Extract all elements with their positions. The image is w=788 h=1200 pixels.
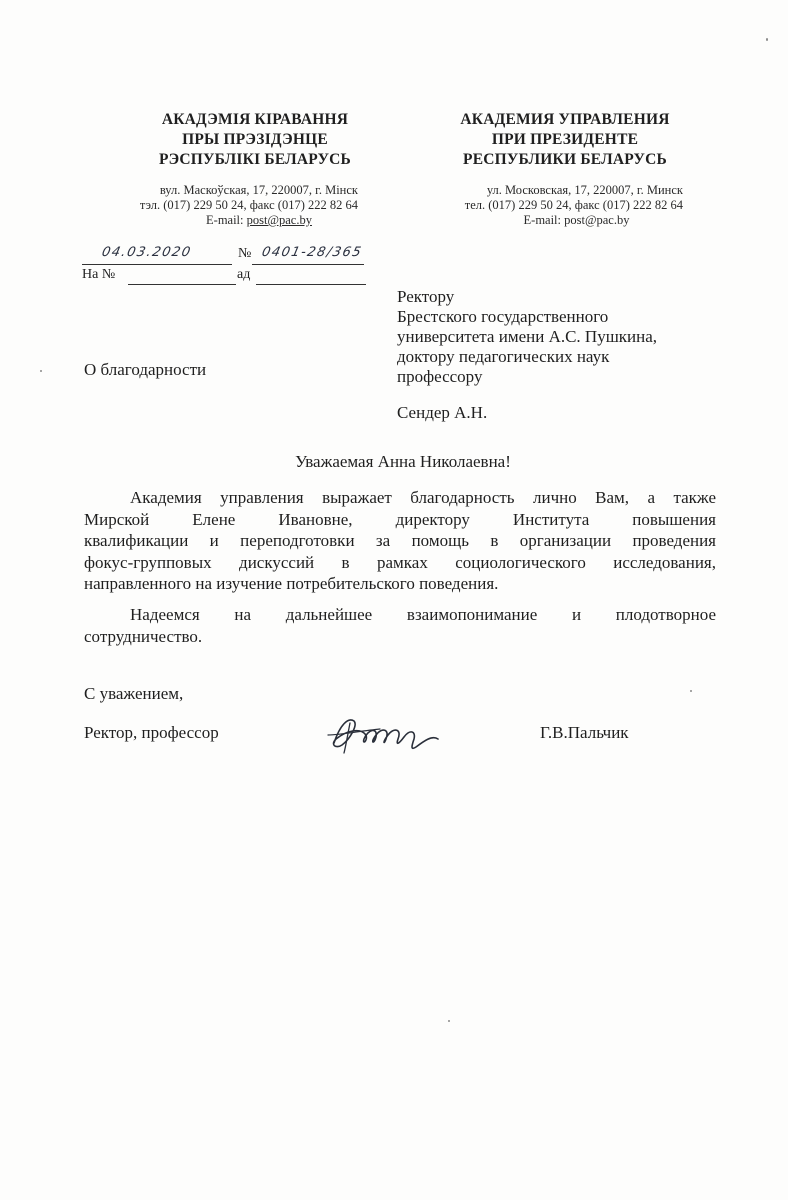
reply-number-label: На № [82,267,116,282]
scan-speck [690,690,692,692]
handwritten-date: 04.03.2020 [100,245,194,260]
outgoing-reference [82,247,367,265]
scan-speck [40,370,42,372]
reply-date-label: ад [237,267,251,282]
letterhead-russian [420,110,710,170]
letterhead-ru-line-3: РЕСПУБЛИКИ БЕЛАРУСЬ [463,151,667,168]
paragraph-1-line-4: фокус-групповых дискуссий в рамках социологического исследования, [84,552,716,572]
salutation: Уважаемая Анна Николаевна! [295,452,511,471]
paragraph-1-line-1: Академия управления выражает благодарность лично Вам, а также [130,488,716,507]
handwritten-signature [320,705,450,765]
number-label: № [238,246,252,261]
letterhead-belarusian [110,110,400,170]
paragraph-1-line-3: квалификации и переподготовки за помощь в организации проведения [84,531,716,550]
email-link[interactable]: post@pac.by [246,213,312,227]
signatory-title: Ректор, профессор [84,723,219,742]
letter-subject: О благодарности [84,360,207,379]
addressee-block [397,287,737,423]
paragraph-2-line-2: сотрудничество. [84,626,203,646]
letterhead-by-line-1: АКАДЭМІЯ КІРАВАННЯ [161,111,349,128]
paragraph-1-line-5: направленного на изучение потребительского поведения. [84,574,499,593]
email-label: E-mail: [523,213,565,227]
letterhead-by-line-3: РЭСПУБЛІКІ БЕЛАРУСЬ [158,151,352,168]
email-label: E-mail: [206,213,247,227]
scan-speck [766,38,768,41]
address-russian [410,183,683,228]
paragraph-1-line-2: Мирской Елене Ивановне, директору Института повышения [84,509,716,529]
address-ru-email-line [410,213,683,228]
incoming-reference [82,267,367,285]
closing-phrase: С уважением, [84,684,184,703]
date-underline [82,263,232,265]
addressee-line-2: Брестского государственного [397,307,609,326]
letterhead-ru-line-1: АКАДЕМИЯ УПРАВЛЕНИЯ [460,111,670,128]
letterhead-ru-line-2: ПРИ ПРЕЗИДЕНТЕ [491,131,639,148]
address-ru-street: ул. Московская, 17, 220007, г. Минск [486,183,683,197]
reply-number-underline [128,283,236,285]
address-by-email-line [90,213,358,228]
paragraph-1 [84,487,716,595]
paragraph-2-line-1: Надеемся на дальнейшее взаимопонимание и плодотворное [130,605,716,624]
scan-speck [448,1020,450,1022]
handwritten-number: 0401-28/365 [260,245,364,260]
addressee-line-1: Ректору [397,287,455,306]
addressee-line-4: доктору педагогических наук [397,347,610,366]
address-ru-phone: тел. (017) 229 50 24, факс (017) 222 82 64 [464,198,683,212]
signatory-name: Г.В.Пальчик [540,723,629,742]
addressee-name: Сендер А.Н. [397,403,488,422]
address-belarusian [90,183,358,228]
address-by-phone: тэл. (017) 229 50 24, факс (017) 222 82 64 [139,198,358,212]
letterhead-by-line-2: ПРЫ ПРЭЗІДЭНЦЕ [182,131,328,148]
addressee-line-5: профессору [397,367,483,386]
addressee-line-3: университета имени А.С. Пушкина, [397,327,658,346]
reply-date-underline [256,283,366,285]
number-underline [252,263,364,265]
email-text: post@pac.by [564,213,630,227]
paragraph-2 [84,604,716,647]
address-by-street: вул. Маскоўская, 17, 220007, г. Мінск [159,183,358,197]
